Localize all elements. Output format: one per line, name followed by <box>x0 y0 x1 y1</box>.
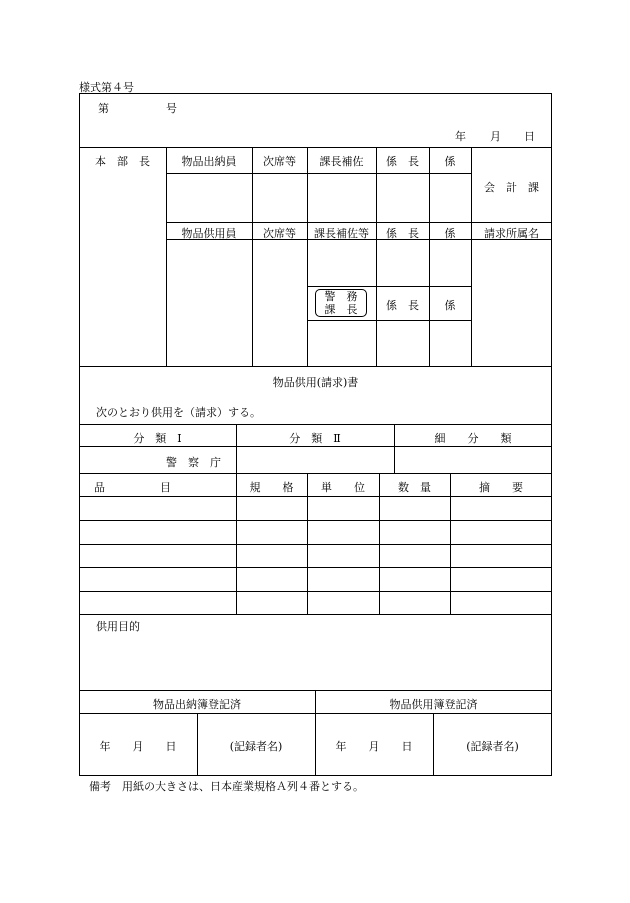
divider <box>307 286 471 287</box>
purpose-label: 供用目的 <box>96 620 140 633</box>
divider <box>166 173 471 174</box>
divider <box>79 473 552 474</box>
divider <box>79 544 552 545</box>
header-quantity: 数 量 <box>398 481 431 494</box>
doc-number-prefix: 第 <box>98 102 109 115</box>
header-section-chief-2: 係 長 <box>386 227 419 240</box>
header-class-1: 分 類 Ⅰ <box>133 432 182 445</box>
divider <box>252 147 253 366</box>
header-section-chief: 係 長 <box>386 155 419 168</box>
divider <box>79 567 552 568</box>
ledger-left-date: 年 月 日 <box>99 740 177 753</box>
divider <box>79 366 552 367</box>
header-deputy: 次席等 <box>263 155 296 168</box>
divider <box>307 147 308 366</box>
document-intro: 次のとおり供用を（請求）する。 <box>96 406 261 419</box>
divider <box>79 424 552 425</box>
divider <box>166 222 552 223</box>
ledger-left-title: 物品出納簿登記済 <box>153 698 241 711</box>
remarks-note: 備考 用紙の大きさは、日本産業規格Ａ列４番とする。 <box>89 780 364 793</box>
header-user-officer: 物品供用員 <box>181 227 237 240</box>
ledger-right-date: 年 月 日 <box>335 740 413 753</box>
header-deputy-2: 次席等 <box>263 227 296 240</box>
header-spec: 規 格 <box>249 481 294 494</box>
header-item-label: 品 目 <box>94 481 171 494</box>
divider <box>376 147 377 366</box>
header-staff: 係 <box>444 155 456 168</box>
header-subclass: 細 分 類 <box>434 432 512 445</box>
police-label-line2: 課 長 <box>324 303 358 316</box>
header-section-chief-3: 係 長 <box>386 299 419 312</box>
header-requesting-unit: 請求所属名 <box>484 227 539 240</box>
doc-number-suffix: 号 <box>166 102 177 115</box>
divider <box>166 147 167 366</box>
header-honbucho: 本 部 長 <box>95 155 150 168</box>
divider <box>79 520 552 521</box>
police-label-line1: 警 務 <box>324 290 358 303</box>
divider <box>79 591 552 592</box>
label-accounting-division: 会 計 課 <box>484 181 539 194</box>
ledger-left-recorder: (記録者名) <box>229 740 283 753</box>
form-number: 様式第４号 <box>79 81 134 94</box>
header-assistant-chief: 課長補佐 <box>319 155 364 168</box>
date-day: 日 <box>524 130 535 143</box>
divider <box>79 147 552 148</box>
header-assistant-chief-2: 課長補佐等 <box>314 227 369 240</box>
divider <box>307 320 471 321</box>
date-month: 月 <box>490 130 501 143</box>
value-class-1: 警 察 庁 <box>166 456 221 469</box>
divider <box>79 614 552 615</box>
label-police-affairs-chief <box>315 289 367 317</box>
header-outgoing-officer: 物品出納員 <box>181 155 237 168</box>
header-item <box>94 479 224 495</box>
divider <box>79 446 552 447</box>
header-staff-3: 係 <box>444 299 456 312</box>
date-year: 年 <box>455 130 466 143</box>
header-remarks: 摘 要 <box>479 481 523 494</box>
header-staff-2: 係 <box>444 227 456 240</box>
divider <box>79 496 552 497</box>
divider <box>429 147 430 366</box>
ledger-right-title: 物品供用簿登記済 <box>389 698 478 711</box>
document-title: 物品供用(請求)書 <box>272 376 359 389</box>
header-class-2: 分 類 Ⅱ <box>289 432 341 445</box>
header-unit: 単 位 <box>321 481 365 494</box>
ledger-right-recorder: (記録者名) <box>466 740 519 753</box>
